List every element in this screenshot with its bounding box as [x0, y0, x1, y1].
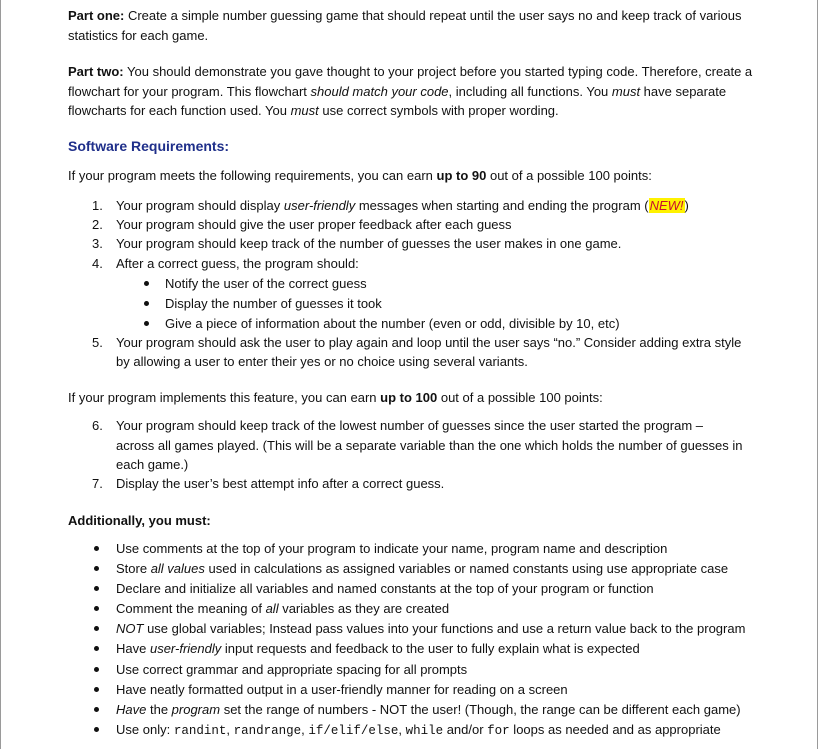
req6-text-line3: each game.): [116, 457, 189, 472]
feature-intro-points: up to 100: [380, 390, 438, 405]
must-item-text: used in calculations as assigned variables or named constants using use appropriate case: [204, 561, 729, 576]
code-keyword: randrange: [233, 724, 302, 738]
part-one-text: Create a simple number guessing game that should repeat until the user says no and keep track of various statistics for each game.: [68, 8, 742, 43]
must-item: [116, 599, 449, 618]
bullet-icon: [144, 301, 149, 306]
req4-subitem: Notify the user of the correct guess: [165, 276, 367, 291]
must-item-text: input requests and feedback to the user to fully explain what is expected: [221, 641, 640, 656]
must-item: Use correct grammar and appropriate spacing for all prompts: [116, 662, 468, 677]
bullet-icon: [94, 546, 99, 551]
must-item-text: set the range of numbers - NOT the user! (Though, the range can be different each game): [220, 702, 741, 717]
req3-number: 3.: [92, 236, 103, 251]
must-item: [116, 619, 745, 638]
req7-number: 7.: [92, 476, 103, 491]
must-item-emphasis: all values: [150, 561, 205, 576]
req1-text: [116, 196, 689, 215]
must-item-emphasis: all: [265, 601, 279, 616]
req1-number: 1.: [92, 198, 103, 213]
must-item: [116, 559, 728, 578]
code-keyword: for: [487, 724, 510, 738]
bullet-icon: [94, 667, 99, 672]
req1-part: messages when starting and ending the program (: [355, 198, 649, 213]
bullet-icon: [144, 281, 149, 286]
must-item-text: Use only:: [116, 722, 174, 737]
intro-points: up to 90: [436, 168, 487, 183]
code-keyword: while: [405, 724, 444, 738]
part-two-emphasis: must: [611, 83, 641, 99]
feature-intro-text: out of a possible 100 points:: [437, 390, 603, 405]
req6-text-line1: Your program should keep track of the lowest number of guesses since the user started the program –: [116, 418, 704, 433]
bullet-icon: [94, 687, 99, 692]
new-highlight-badge: NEW!: [649, 198, 684, 213]
code-keyword: randint: [173, 724, 227, 738]
bullet-icon: [94, 586, 99, 591]
bullet-icon: [94, 606, 99, 611]
req4-text: After a correct guess, the program should:: [116, 256, 359, 271]
req7-text: Display the user’s best attempt info after a correct guess.: [116, 476, 445, 491]
code-keyword: if/elif/else: [308, 724, 399, 738]
req1-emphasis: user-friendly: [283, 198, 356, 213]
must-item-text: Store: [116, 561, 151, 576]
intro-text: out of a possible 100 points:: [486, 168, 652, 183]
must-item-emphasis: program: [171, 702, 221, 717]
must-item-text: use global variables; Instead pass values into your functions and use a return value back to the program: [143, 621, 746, 636]
must-item-text: and/or: [443, 722, 488, 737]
req4-number: 4.: [92, 256, 103, 271]
part-two-text: have separate flowcharts for each function used. You: [68, 83, 727, 118]
must-item-text: variables as they are created: [278, 601, 450, 616]
part-one-label: Part one:: [68, 8, 125, 23]
req1-part: ): [684, 198, 689, 213]
part-two-text: You should demonstrate you gave thought to your project before you started typing code. Therefore, create a flowchart for your program. This flowchart: [68, 64, 753, 99]
req5-text-line2: by allowing a user to enter their yes or no choice using several variants.: [116, 354, 528, 369]
bullet-icon: [94, 727, 99, 732]
req2-number: 2.: [92, 217, 103, 232]
must-item-text: the: [146, 702, 172, 717]
must-item-text: ,: [398, 722, 406, 737]
bullet-icon: [94, 566, 99, 571]
requirements-intro: [68, 166, 652, 185]
part-two-text: , including all functions. You: [448, 83, 612, 99]
req3-text: Your program should keep track of the number of guesses the user makes in one game.: [116, 236, 622, 251]
req5-number: 5.: [92, 335, 103, 350]
must-item: Have neatly formatted output in a user-friendly manner for reading on a screen: [116, 682, 568, 697]
bullet-icon: [94, 646, 99, 651]
part-two-emphasis: should match your code: [310, 83, 449, 99]
req1-part: Your program should display: [116, 198, 284, 213]
software-requirements-heading: Software Requirements:: [68, 138, 230, 154]
req6-number: 6.: [92, 418, 103, 433]
req4-subitem: Give a piece of information about the number (even or odd, divisible by 10, etc): [165, 316, 620, 331]
must-item: Declare and initialize all variables and named constants at the top of your program or function: [116, 581, 654, 596]
intro-text: If your program meets the following requirements, you can earn: [68, 168, 437, 183]
bullet-icon: [94, 626, 99, 631]
bullet-icon: [144, 321, 149, 326]
part-two-text: use correct symbols with proper wording.: [318, 103, 559, 118]
req5-text-line1: Your program should ask the user to play again and loop until the user says “no.” Consider adding extra style: [116, 335, 742, 350]
bullet-icon: [94, 707, 99, 712]
must-item-emphasis: user-friendly: [149, 641, 222, 656]
must-item-text: ,: [226, 722, 234, 737]
feature-intro-text: If your program implements this feature, you can earn: [68, 390, 381, 405]
req4-subitem: Display the number of guesses it took: [165, 296, 382, 311]
req6-text-line2: across all games played. (This will be a separate variable than the one which holds the number of guesses in: [116, 438, 743, 453]
part-two-label: Part two:: [68, 64, 124, 79]
req2-text: Your program should give the user proper feedback after each guess: [116, 217, 512, 232]
feature-intro: [68, 388, 603, 407]
additionally-heading: Additionally, you must:: [68, 513, 211, 528]
must-item: [116, 700, 741, 719]
part-one-paragraph: [68, 6, 778, 45]
must-item-text: Have: [116, 641, 150, 656]
must-item-text: Comment the meaning of: [116, 601, 266, 616]
must-item: [116, 720, 721, 741]
part-two-emphasis: must: [290, 103, 319, 118]
must-item: Use comments at the top of your program to indicate your name, program name and description: [116, 541, 668, 556]
part-two-paragraph: [68, 62, 778, 121]
must-item-text: loops as needed and as appropriate: [509, 722, 721, 737]
must-item-emphasis: NOT: [116, 621, 144, 636]
must-item-emphasis: Have: [116, 702, 147, 717]
must-item: [116, 639, 640, 658]
must-item-text: ,: [301, 722, 309, 737]
